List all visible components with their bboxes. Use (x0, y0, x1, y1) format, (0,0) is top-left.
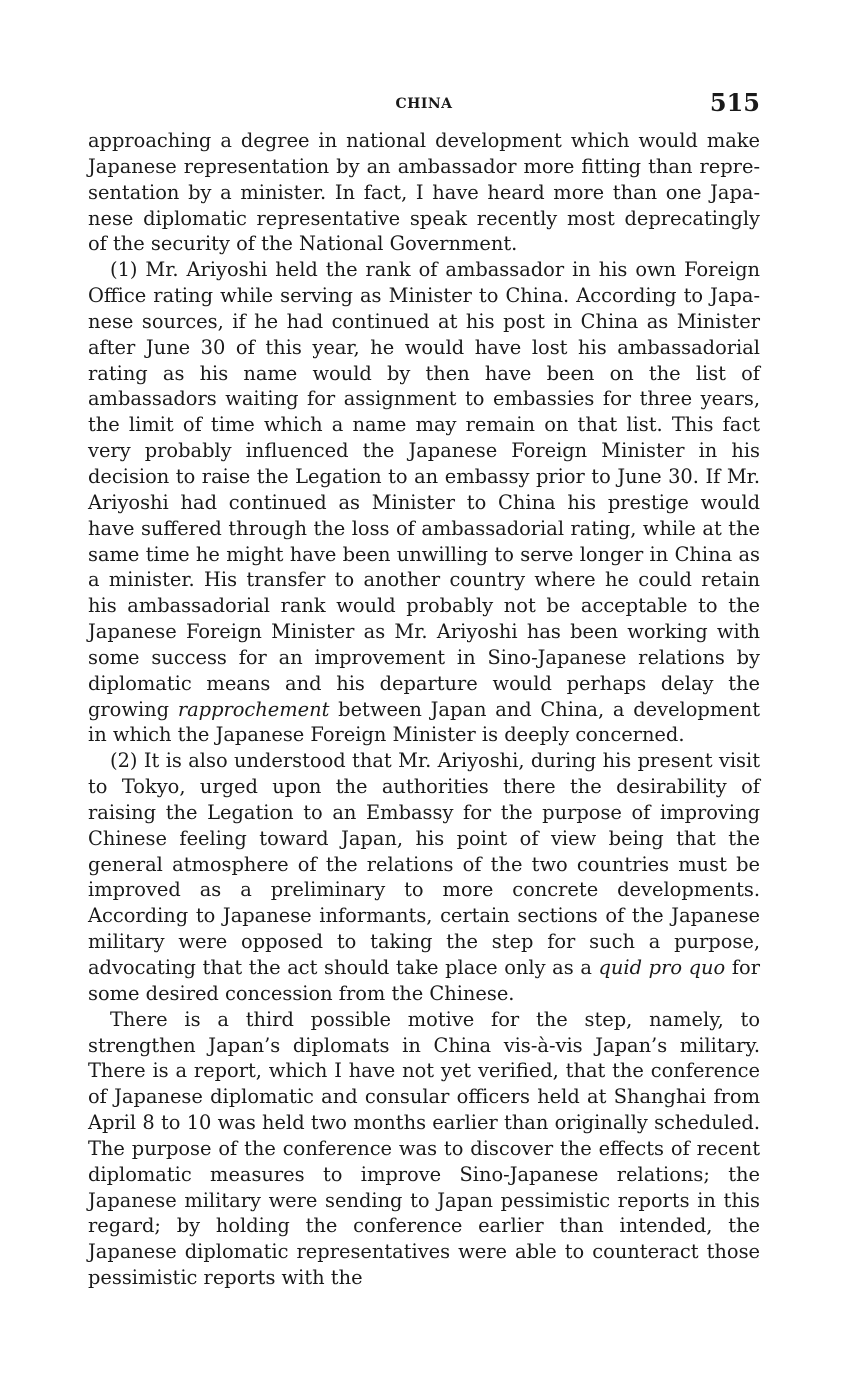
paragraph-point-2-text: (2) It is also understood that Mr. Ariyoshi, during his present visit to Tokyo, urged upon the authorities there the desirability of raising the Legation to an Embassy for the purpose of improving Chinese feeling toward Japan, his point of view being that the general atmosphere of the relations of the two countries must be improved as a preliminary to more concrete developments. According to Japanese informants, certain sections of the Japanese military were opposed to taking the step for such a purpose, advocating that the act should take place only as a (88, 749, 760, 979)
paragraph-third-motive: There is a third possible motive for the step, namely, to strengthen Japan’s diplomats in China vis-à-vis Japan’s military. There is a report, which I have not yet verified, that the conference of Japanese diplomatic and consular officers held at Shanghai from April 8 to 10 was held two months earlier than originally scheduled. The purpose of the conference was to discover the effects of recent diplomatic measures to improve Sino-Japanese relations; the Japanese military were sending to Japan pessimistic reports in this regard; by holding the conference earlier than intended, the Japanese diplomatic representatives were able to counteract those pessimistic reports with the (88, 1007, 760, 1290)
paragraph-point-1-text: (1) Mr. Ariyoshi held the rank of ambassador in his own Foreign Office rating while serving as Minister to China. According to Japanese sources, if he had continued at his post in China as Minister after June 30 of this year, he would have lost his ambassadorial rating as his name would by then have been on the list of ambassadors waiting for assignment to embassies for three years, the limit of time which a name may remain on that list. This fact very probably influenced the Japanese Foreign Minister in his decision to raise the Legation to an embassy prior to June 30. If Mr. Ariyoshi had continued as Minister to China his prestige would have suffered through the loss of ambassadorial rating, while at the same time he might have been unwilling to serve longer in China as a minister. His transfer to another country where he could retain his ambassadorial rank would probably not be acceptable to the Japanese Foreign Minister as Mr. Ariyoshi has been working with some success for an improvement in Sino-Japanese relations by diplomatic means and his departure would perhaps delay the growing (88, 258, 760, 721)
paragraph-point-2-italic: quid pro quo (598, 956, 726, 979)
paragraph-point-1-italic: rapprochement (177, 697, 330, 721)
page-header (88, 88, 760, 122)
paragraph-point-2 (88, 748, 760, 1006)
page-number: 515 (709, 88, 760, 117)
paragraph-point-1 (88, 257, 760, 748)
paragraph-point-1-text-end: between Japan and China, a development in which the Japanese Foreign Minister is deeply concerned. (88, 697, 760, 747)
body-text (88, 128, 760, 1291)
paragraph-point-2-text-end: for some desired concession from the Chinese. (88, 956, 760, 1005)
paragraph-continuation: approaching a degree in national development which would make Japanese representation by an ambassador more fitting than representation by a minister. In fact, I have heard more than one Japanese diplomatic representative speak recently most deprecatingly of the security of the National Government. (88, 129, 760, 256)
running-head: CHINA (395, 96, 453, 112)
document-page (88, 88, 760, 1291)
